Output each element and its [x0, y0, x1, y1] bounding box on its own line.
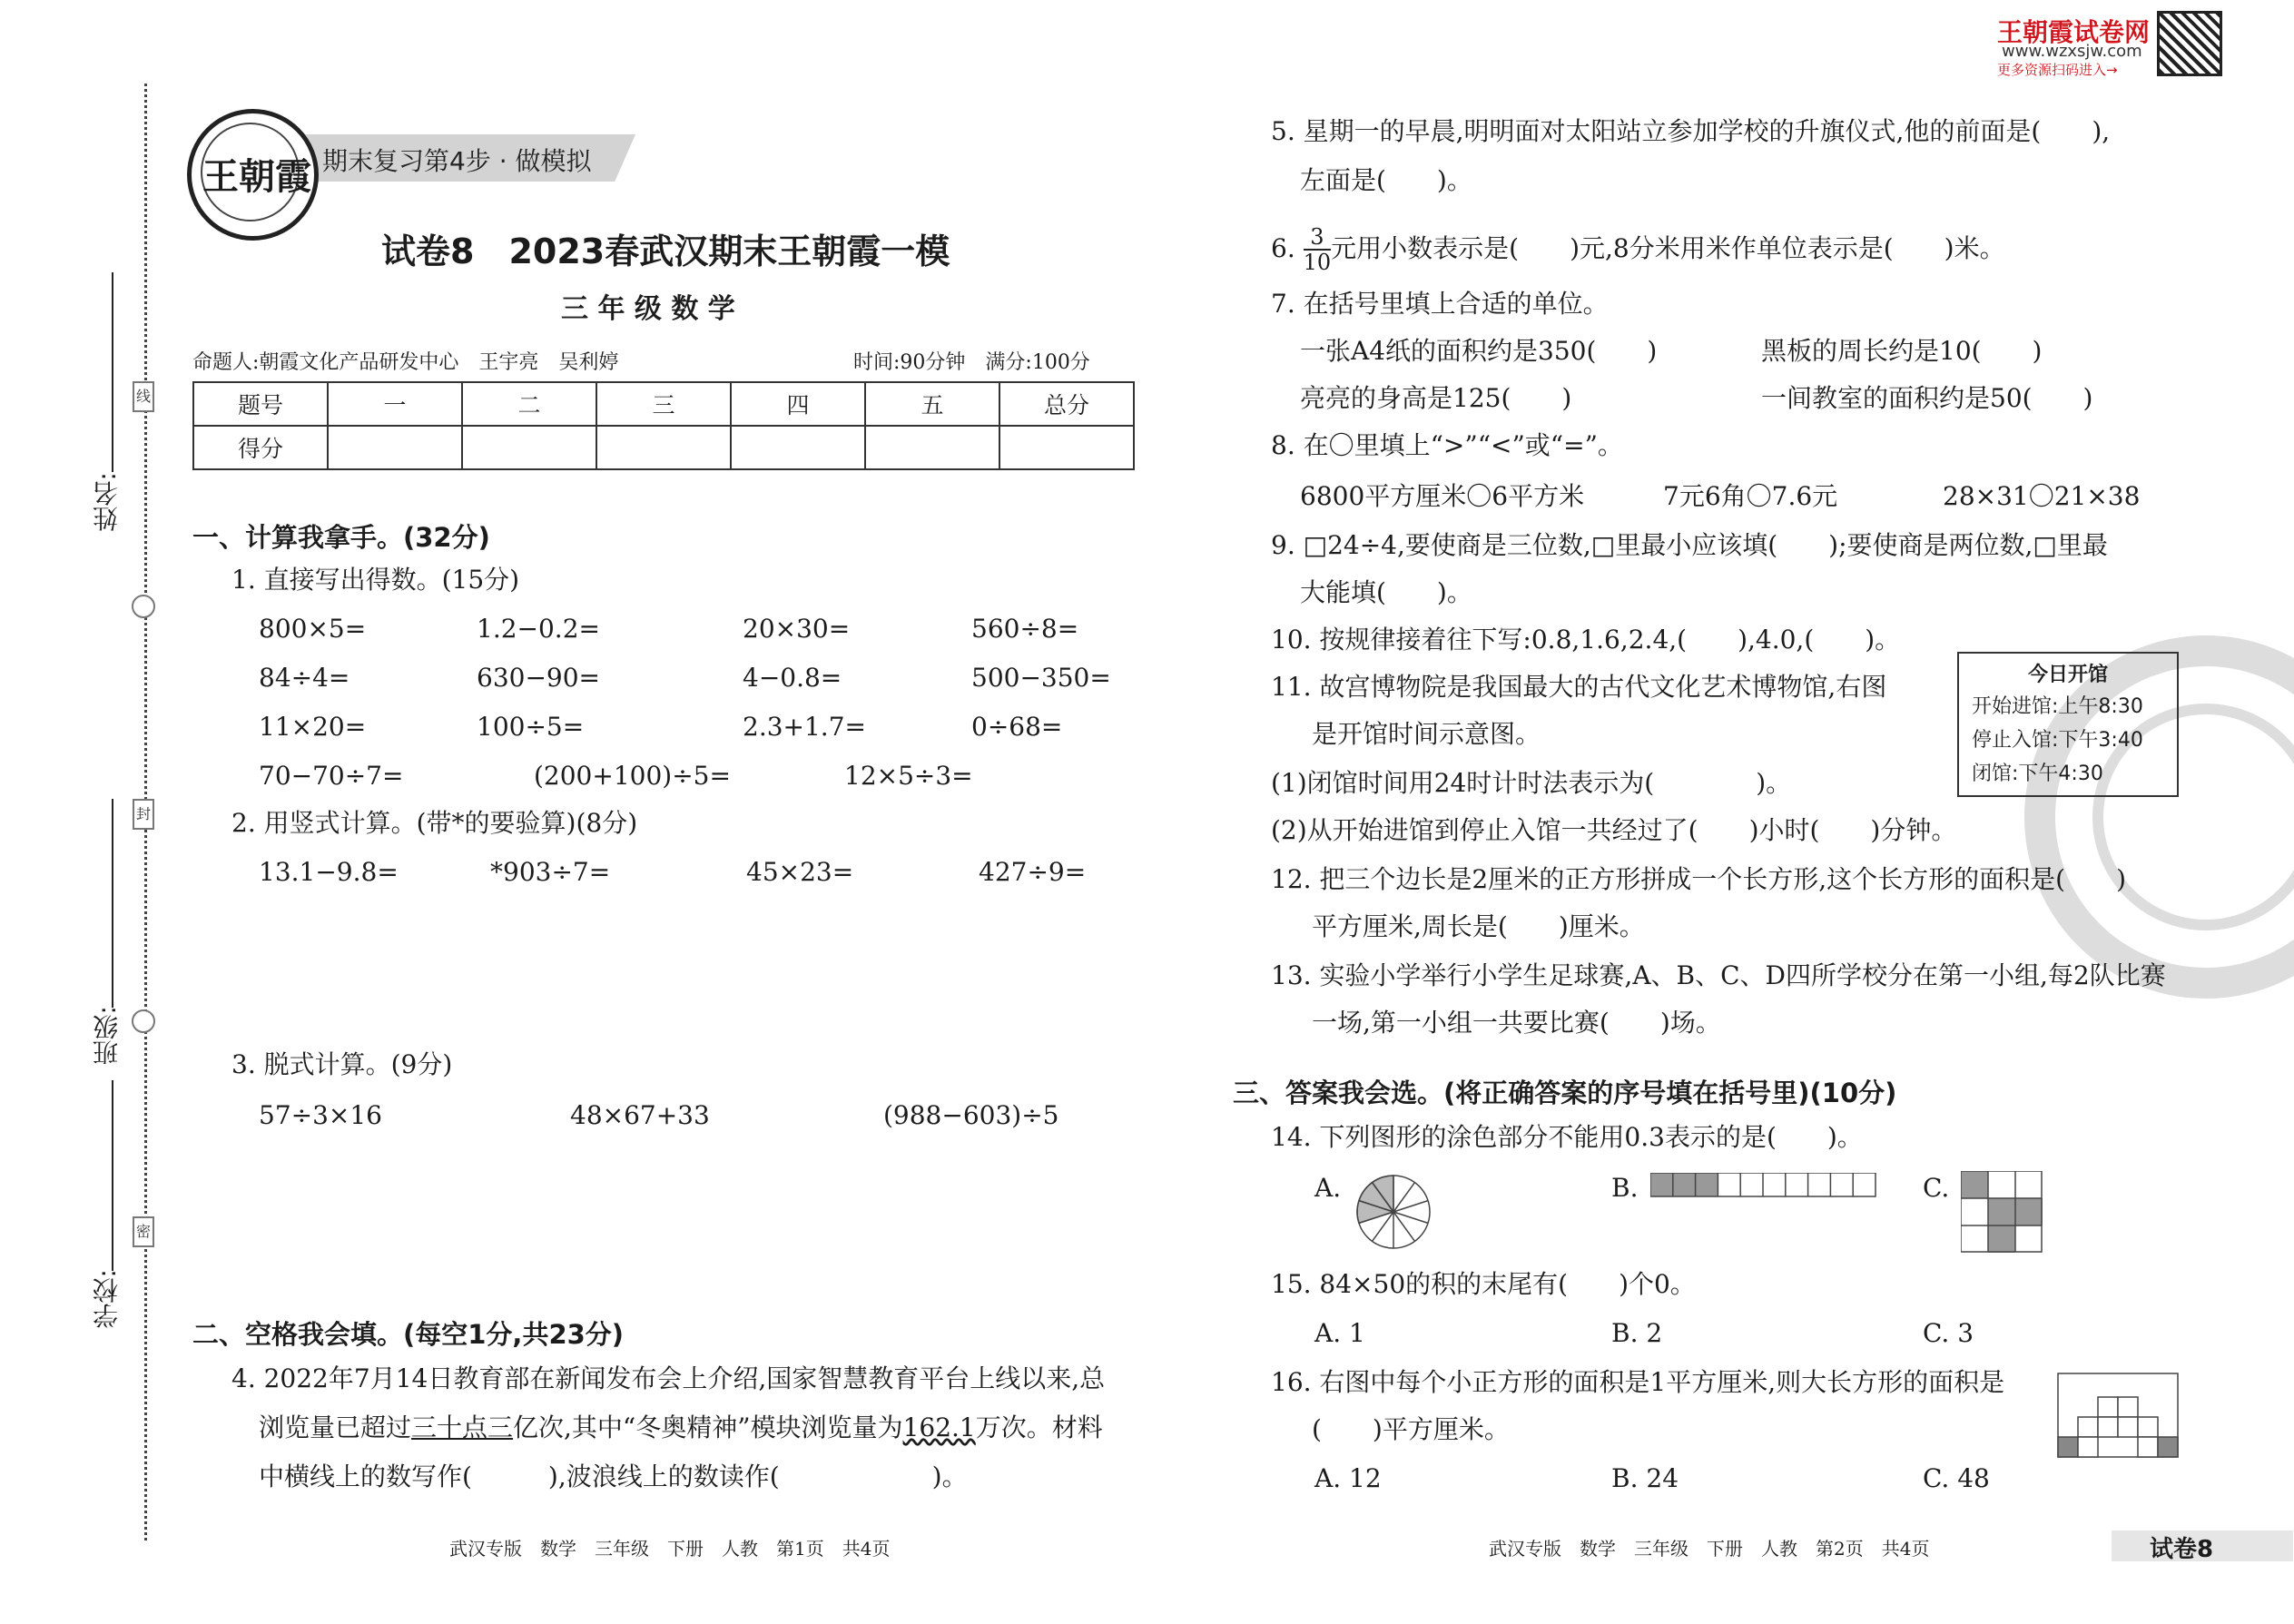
question-12: 12. 把三个边长是2厘米的正方形拼成一个长方形,这个长方形的面积是( )	[1271, 864, 2126, 894]
score-label: 得分	[193, 426, 328, 469]
notice-line: 开始进馆:上午8:30	[1972, 695, 2143, 718]
question-5: 5. 星期一的早晨,明明面对太阳站立参加学校的升旗仪式,他的前面是( ),	[1271, 116, 2111, 146]
score-cell[interactable]	[865, 426, 999, 469]
score-header: 三	[596, 382, 731, 426]
question-8: 8. 在〇里填上“>”“<”或“=”。	[1271, 430, 1623, 460]
stepwise-calc-item: 48×67+33	[570, 1100, 710, 1130]
question-12-line2: 平方厘米,周长是( )厘米。	[1312, 911, 1645, 941]
unit-item: 黑板的周长约是10( )	[1761, 336, 2043, 366]
question-15: 15. 84×50的积的末尾有( )个0。	[1271, 1269, 1696, 1299]
brand-logo	[187, 109, 319, 241]
question-2: 2. 用竖式计算。(带*的要验算)(8分)	[231, 808, 638, 838]
authors: 命题人:朝霞文化产品研发中心 王宇亮 吴利婷	[192, 351, 619, 374]
binding-hole	[132, 1009, 155, 1033]
q4-wavy: 162.1	[902, 1412, 976, 1442]
notice-title: 今日开馆	[2027, 664, 2108, 686]
footer-right: 武汉专版 数学 三年级 下册 人教 第2页 共4页	[1489, 1538, 1930, 1560]
section-2-title: 二、空格我会填。(每空1分,共23分)	[192, 1319, 625, 1350]
question-11-sub1: (1)闭馆时间用24时计时法表示为( )。	[1271, 768, 1792, 798]
score-cell[interactable]	[328, 426, 462, 469]
notice-line: 停止入馆:下午3:40	[1972, 729, 2143, 752]
question-5-line2: 左面是( )。	[1300, 165, 1472, 195]
option-c[interactable]: C. 48	[1923, 1463, 1990, 1493]
question-11-sub2: (2)从开始进馆到停止入馆一共经过了( )小时( )分钟。	[1271, 815, 1957, 845]
brand-logo-text: 王朝霞	[202, 155, 311, 198]
compare-item: 28×31〇21×38	[1943, 481, 2141, 511]
calc-item: 500−350=	[971, 663, 1111, 693]
staircase-grid-figure	[2057, 1373, 2179, 1458]
step-banner-text: 期末复习第4步 · 做模拟	[322, 146, 592, 176]
section-1-title: 一、计算我拿手。(32分)	[192, 522, 490, 553]
vertical-calc-item: 45×23=	[746, 857, 854, 887]
question-16-line2: ( )平方厘米。	[1312, 1414, 1510, 1444]
question-14: 14. 下列图形的涂色部分不能用0.3表示的是( )。	[1271, 1122, 1863, 1152]
question-9-line2: 大能填( )。	[1300, 577, 1472, 607]
exam-time: 时间:90分钟 满分:100分	[853, 351, 1090, 374]
question-10: 10. 按规律接着往下写:0.8,1.6,2.4,( ),4.0,( )。	[1271, 625, 1901, 655]
question-11-line2: 是开馆时间示意图。	[1312, 719, 1541, 749]
calc-item: 4−0.8=	[743, 663, 842, 693]
question-11: 11. 故宫博物院是我国最大的古代文化艺术博物馆,右图	[1271, 672, 1887, 702]
vertical-calc-item: 13.1−9.8=	[259, 857, 399, 887]
calc-item: 2.3+1.7=	[743, 712, 866, 742]
score-header: 一	[328, 382, 462, 426]
unit-item: 一张A4纸的面积约是350( )	[1300, 336, 1658, 366]
question-4-line3: 中横线上的数写作( ),波浪线上的数读作( )。	[259, 1462, 968, 1491]
seal-text-secret: 密	[133, 1216, 154, 1247]
option-b[interactable]: B.	[1611, 1173, 1639, 1203]
score-header: 二	[462, 382, 596, 426]
calc-item: 630−90=	[477, 663, 600, 693]
question-3: 3. 脱式计算。(9分)	[231, 1049, 453, 1079]
question-4: 4. 2022年7月14日教育部在新闻发布会上介绍,国家智慧教育平台上线以来,总	[231, 1363, 1106, 1393]
unit-item: 亮亮的身高是125( )	[1300, 383, 1572, 413]
class-line	[112, 799, 113, 1008]
score-header: 四	[731, 382, 865, 426]
score-cell[interactable]	[596, 426, 731, 469]
q6-text: 元用小数表示是( )元,8分米用米作单位表示是( )米。	[1331, 232, 2005, 263]
qr-code-icon[interactable]	[2157, 11, 2222, 76]
score-cell[interactable]	[999, 426, 1134, 469]
q4-text: 浏览量已超过	[259, 1412, 412, 1442]
section-3-title: 三、答案我会选。(将正确答案的序号填在括号里)(10分)	[1233, 1078, 1897, 1108]
option-c[interactable]: C.	[1923, 1173, 1950, 1203]
score-table	[192, 381, 1135, 470]
school-label: 学校:	[92, 1269, 122, 1329]
q6-number: 6.	[1271, 232, 1295, 263]
calc-item: 0÷68=	[971, 712, 1063, 742]
score-cell[interactable]	[462, 426, 596, 469]
vertical-calc-item: 427÷9=	[979, 857, 1087, 887]
unit-item: 一间教室的面积约是50( )	[1761, 383, 2093, 413]
option-b[interactable]: B. 2	[1611, 1318, 1663, 1348]
fraction-denominator: 10	[1303, 250, 1332, 276]
q4-text: 亿次,其中“冬奥精神”模块浏览量为	[513, 1412, 903, 1442]
calc-item: 20×30=	[743, 614, 851, 644]
question-1: 1. 直接写出得数。(15分)	[231, 565, 520, 595]
vertical-calc-item: *903÷7=	[490, 857, 611, 887]
calc-item: 84÷4=	[259, 663, 350, 693]
calc-item: (200+100)÷5=	[534, 761, 731, 791]
paper-tag: 试卷8	[2150, 1536, 2214, 1563]
compare-item: 7元6角〇7.6元	[1663, 481, 1838, 511]
paper-subtitle: 三 年 级 数 学	[561, 293, 735, 325]
name-line	[112, 272, 113, 472]
question-16: 16. 右图中每个小正方形的面积是1平方厘米,则大长方形的面积是	[1271, 1367, 2005, 1397]
brand-url: www.wzxsjw.com	[2002, 42, 2142, 61]
notice-line: 闭馆:下午4:30	[1972, 763, 2103, 785]
option-a[interactable]: A. 12	[1314, 1463, 1382, 1493]
calc-item: 11×20=	[259, 712, 367, 742]
option-c[interactable]: C. 3	[1923, 1318, 1974, 1348]
question-9: 9. □24÷4,要使商是三位数,□里最小应该填( );要使商是两位数,□里最	[1271, 530, 2108, 560]
fraction	[1304, 225, 1332, 275]
score-header: 总分	[999, 382, 1134, 426]
strip-fraction-figure	[1650, 1173, 1877, 1198]
option-a[interactable]: A. 1	[1314, 1318, 1365, 1348]
calc-item: 12×5÷3=	[844, 761, 973, 791]
circle-fraction-figure	[1353, 1171, 1434, 1253]
option-b[interactable]: B. 24	[1611, 1463, 1679, 1493]
seal-text-seal: 封	[133, 799, 154, 830]
class-label: 班级:	[92, 1006, 122, 1066]
brand-slogan: 更多资源扫码进入→	[1997, 62, 2118, 78]
score-cell[interactable]	[731, 426, 865, 469]
question-13-line2: 一场,第一小组一共要比赛( )场。	[1312, 1008, 1721, 1038]
fraction-numerator: 3	[1304, 225, 1332, 251]
opening-hours-notice	[1957, 652, 2179, 797]
name-label: 姓名:	[92, 472, 122, 532]
question-13: 13. 实验小学举行小学生足球赛,A、B、C、D四所学校分在第一小组,每2队比赛	[1271, 960, 2166, 990]
brand-name: 王朝霞试卷网	[1997, 17, 2151, 47]
q4-text: 万次。材料	[975, 1412, 1103, 1442]
compare-item: 6800平方厘米〇6平方米	[1300, 481, 1585, 511]
school-line	[112, 1080, 113, 1271]
stepwise-calc-item: (988−603)÷5	[883, 1100, 1059, 1130]
grid-fraction-figure	[1961, 1171, 2043, 1253]
seal-text-line: 线	[133, 381, 154, 412]
score-header: 五	[865, 382, 999, 426]
option-a[interactable]: A.	[1314, 1173, 1342, 1203]
footer-left: 武汉专版 数学 三年级 下册 人教 第1页 共4页	[449, 1538, 891, 1560]
calc-item: 70−70÷7=	[259, 761, 404, 791]
calc-item: 100÷5=	[477, 712, 585, 742]
calc-item: 800×5=	[259, 614, 367, 644]
calc-item: 560÷8=	[971, 614, 1079, 644]
paper-title: 试卷8 2023春武汉期末王朝霞一模	[381, 231, 950, 271]
score-header: 题号	[193, 382, 328, 426]
q4-underlined: 三十点三	[411, 1412, 514, 1442]
stepwise-calc-item: 57÷3×16	[259, 1100, 382, 1130]
question-4-line2	[259, 1412, 1103, 1443]
question-6	[1271, 225, 2005, 275]
binding-hole	[132, 595, 155, 618]
question-7: 7. 在括号里填上合适的单位。	[1271, 289, 1609, 319]
calc-item: 1.2−0.2=	[477, 614, 600, 644]
